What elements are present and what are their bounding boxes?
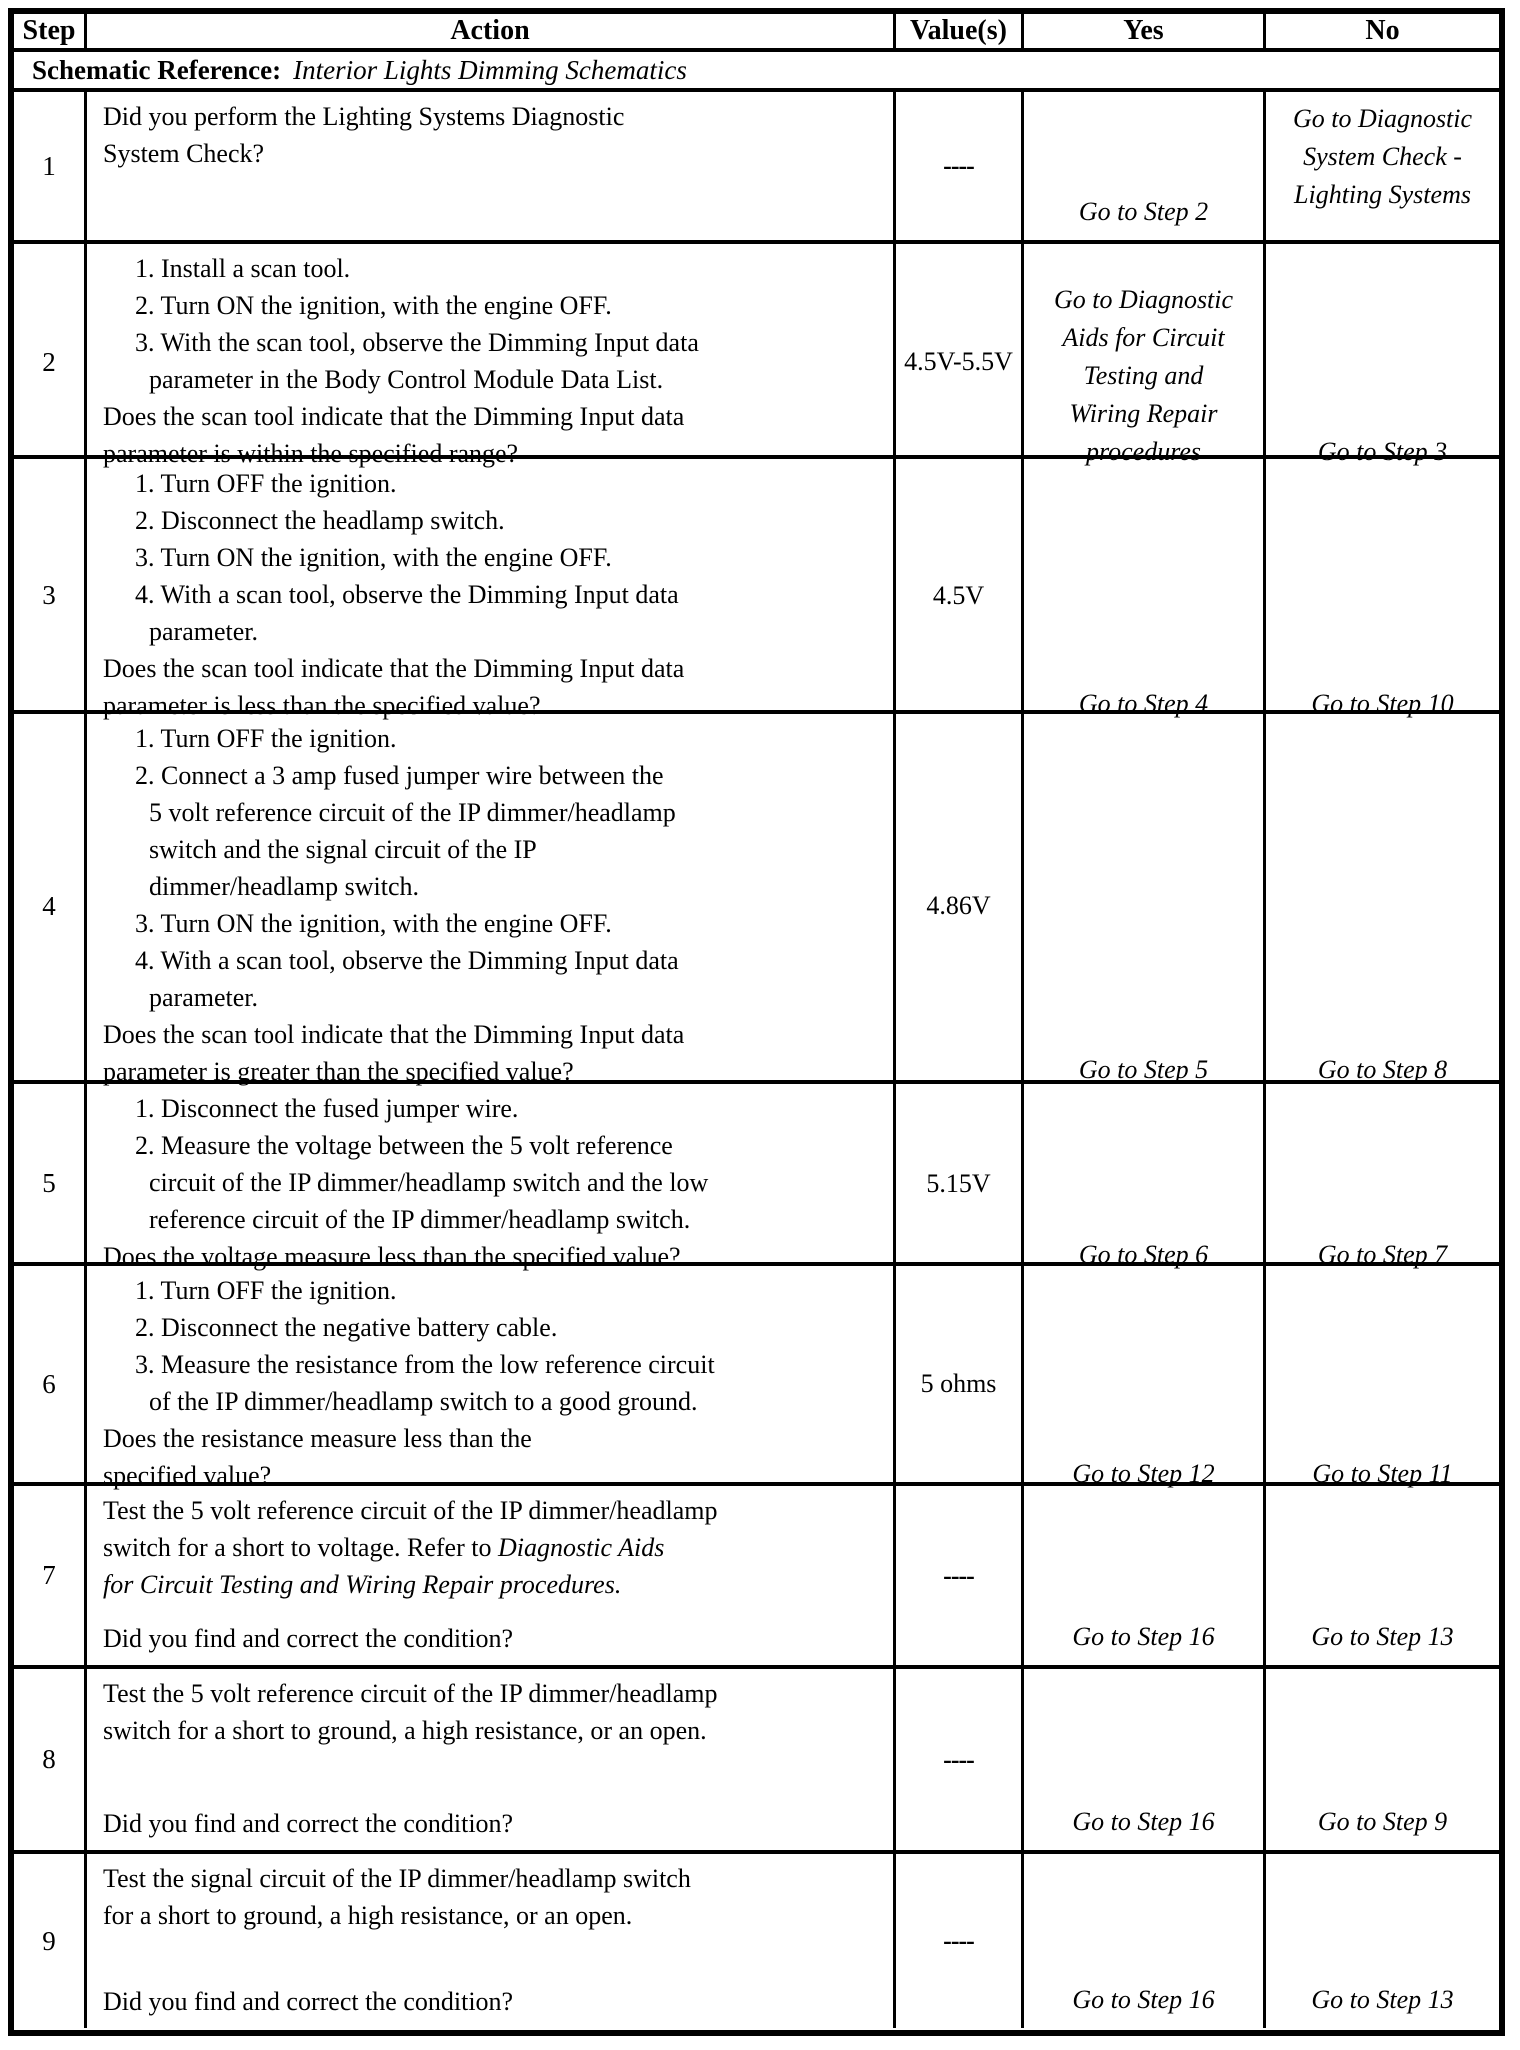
- italic-text: Diagnostic Aids: [497, 1533, 665, 1562]
- step-number: 3: [42, 580, 56, 610]
- action-line: Did you perform the Lighting Systems Diagnostic: [103, 102, 625, 131]
- no-cell: [1266, 714, 1499, 1098]
- action-line: parameter in the Body Control Module Data List.: [149, 365, 664, 394]
- goto-text: Go to Step 4: [1078, 689, 1209, 718]
- action-question-line: Does the scan tool indicate that the Dimming Input data: [103, 1020, 685, 1049]
- yes-cell: [1024, 244, 1266, 480]
- action-line: Test the signal circuit of the IP dimmer/headlamp switch: [103, 1864, 691, 1893]
- goto-text: Go to Step 16: [1072, 1985, 1215, 2014]
- value-text: ----: [943, 151, 974, 180]
- action-question-lines: [87, 1620, 887, 1657]
- no-cell: [1266, 244, 1499, 480]
- step-cell: [14, 1669, 87, 1850]
- action-line: 2. Turn ON the ignition, with the engine OFF.: [135, 291, 612, 320]
- yes-cell: [1024, 459, 1266, 732]
- table-row: [14, 459, 1499, 720]
- value-cell: [896, 1266, 1024, 1502]
- action-question-lines: [87, 1805, 887, 1842]
- step-number: 1: [42, 150, 56, 181]
- action-question-line: Does the voltage measure less than the specified value?: [103, 1242, 681, 1271]
- action-question-lines: [87, 1983, 887, 2020]
- table-row: [14, 92, 1499, 244]
- value-text: ----: [943, 1560, 974, 1590]
- value-text: 5.15V: [926, 1168, 991, 1198]
- spacer: [87, 1749, 887, 1805]
- goto-text: Go to Step 9: [1317, 1807, 1448, 1836]
- value-cell: [896, 459, 1024, 732]
- action-question-line: parameter is within the specified range?: [103, 439, 519, 468]
- goto-text: procedures: [1085, 437, 1202, 466]
- action-line: Test the 5 volt reference circuit of the IP dimmer/headlamp: [103, 1496, 718, 1525]
- value-text: 5 ohms: [920, 1369, 997, 1398]
- goto-text: Go to Step 16: [1072, 1807, 1215, 1836]
- schematic-reference-label: Schematic Reference:: [32, 54, 282, 85]
- action-top-lines: [87, 1675, 887, 1749]
- spacer: [87, 172, 887, 232]
- step-cell: [14, 244, 87, 480]
- value-text: 4.5V-5.5V: [904, 347, 1013, 376]
- goto-text: Go to Diagnostic: [1292, 104, 1473, 133]
- value-cell: [896, 92, 1024, 240]
- no-cell: [1266, 1669, 1499, 1850]
- table-row: [14, 1854, 1499, 2028]
- no-cell: [1266, 1486, 1499, 1665]
- action-cell: [87, 1486, 896, 1665]
- goto-text: Go to Step 2: [1078, 197, 1209, 226]
- header-values: Value(s): [896, 14, 1024, 48]
- value-text: ----: [943, 1744, 974, 1774]
- goto-text: Wiring Repair: [1069, 399, 1218, 428]
- no-cell: [1266, 92, 1499, 240]
- action-line: [87, 1529, 887, 1566]
- value-cell: [896, 1854, 1024, 2028]
- table-row: [14, 244, 1499, 468]
- no-cell: [1266, 1084, 1499, 1283]
- header-yes: Yes: [1024, 14, 1266, 48]
- action-question-line: Does the scan tool indicate that the Dimming Input data: [103, 402, 685, 431]
- goto-text: Testing and: [1083, 361, 1204, 390]
- goto-text: Go to Step 6: [1078, 1240, 1209, 1269]
- value-cell: [896, 1669, 1024, 1850]
- action-line: Test the 5 volt reference circuit of the IP dimmer/headlamp: [103, 1679, 718, 1708]
- no-cell: [1266, 459, 1499, 732]
- step-number: 4: [42, 890, 56, 921]
- action-cell: [87, 1266, 896, 1502]
- header-action: Action: [87, 14, 896, 48]
- action-line: 1. Turn OFF the ignition.: [135, 724, 397, 753]
- action-line: 2. Disconnect the negative battery cable.: [135, 1313, 558, 1342]
- action-line: 4. With a scan tool, observe the Dimming Input data: [135, 580, 679, 609]
- value-cell: [896, 244, 1024, 480]
- step-number: 5: [42, 1168, 56, 1198]
- action-cell: [87, 1854, 896, 2028]
- action-line: 3. Measure the resistance from the low reference circuit: [135, 1350, 715, 1379]
- action-cell: [87, 92, 896, 240]
- action-line: for a short to ground, a high resistance, or an open.: [103, 1901, 633, 1930]
- yes-cell: [1024, 1486, 1266, 1665]
- goto-text: Go to Step 11: [1312, 1459, 1453, 1488]
- step-number: 9: [42, 1925, 56, 1956]
- action-cell: [87, 459, 896, 732]
- action-line: 3. Turn ON the ignition, with the engine OFF.: [135, 543, 612, 572]
- action-line: parameter.: [149, 617, 258, 646]
- action-question-line: Did you find and correct the condition?: [103, 1987, 514, 2016]
- goto-text: Go to Diagnostic: [1053, 285, 1234, 314]
- table-header-row: [14, 14, 1499, 52]
- header-no: No: [1365, 15, 1400, 46]
- value-cell: [896, 1486, 1024, 1665]
- action-top-lines: [87, 720, 887, 1016]
- goto-text: Go to Step 8: [1317, 1055, 1448, 1084]
- header-step: Step: [14, 14, 87, 48]
- value-cell: [896, 714, 1024, 1098]
- action-line: reference circuit of the IP dimmer/headlamp switch.: [149, 1205, 691, 1234]
- action-top-lines: [87, 250, 887, 398]
- goto-text: Go to Step 12: [1072, 1459, 1215, 1488]
- table-row: [14, 1084, 1499, 1271]
- action-question-line: Does the resistance measure less than the: [103, 1424, 532, 1453]
- table-row: [14, 1486, 1499, 1669]
- step-number: 6: [42, 1368, 56, 1399]
- action-line: 3. With the scan tool, observe the Dimming Input data: [135, 328, 699, 357]
- table-row: [14, 714, 1499, 1084]
- spacer: [87, 1934, 887, 1983]
- yes-cell: [1024, 1266, 1266, 1502]
- yes-cell: [1024, 1854, 1266, 2028]
- action-cell: [87, 714, 896, 1098]
- action-question-lines: [87, 1420, 887, 1494]
- plain-text: switch for a short to voltage. Refer to: [103, 1533, 498, 1562]
- step-number: 7: [42, 1560, 56, 1590]
- value-cell: [896, 1084, 1024, 1283]
- value-text: ----: [943, 1926, 974, 1955]
- goto-text: Go to Step 5: [1078, 1055, 1209, 1084]
- action-line: switch and the signal circuit of the IP: [149, 835, 537, 864]
- step-cell: [14, 714, 87, 1098]
- action-top-lines: [87, 1090, 887, 1238]
- action-line: 2. Connect a 3 amp fused jumper wire between the: [135, 761, 664, 790]
- action-question-lines: [87, 650, 887, 724]
- action-line: dimmer/headlamp switch.: [149, 872, 420, 901]
- step-number: 2: [42, 346, 56, 377]
- action-line: circuit of the IP dimmer/headlamp switch and the low: [149, 1168, 709, 1197]
- goto-text: Aids for Circuit: [1062, 323, 1225, 352]
- action-line: 4. With a scan tool, observe the Dimming Input data: [135, 946, 679, 975]
- action-question-line: parameter is less than the specified value?: [103, 691, 541, 720]
- action-top-lines: [87, 1272, 887, 1420]
- goto-text: Go to Step 10: [1311, 689, 1454, 718]
- action-question-line: Did you find and correct the condition?: [103, 1624, 514, 1653]
- action-top-lines: [87, 465, 887, 650]
- action-top-lines: [87, 98, 887, 172]
- table-row: [14, 1669, 1499, 1854]
- goto-text: Go to Step 3: [1317, 437, 1448, 466]
- action-line: 2. Measure the voltage between the 5 volt reference: [135, 1131, 673, 1160]
- action-line: 1. Install a scan tool.: [135, 254, 351, 283]
- step-cell: [14, 1486, 87, 1665]
- goto-text: Go to Step 13: [1311, 1622, 1454, 1651]
- action-line: 3. Turn ON the ignition, with the engine OFF.: [135, 909, 612, 938]
- action-cell: [87, 244, 896, 480]
- action-top-lines: [87, 1860, 887, 1934]
- yes-cell: [1024, 1084, 1266, 1283]
- step-number: 8: [42, 1744, 56, 1774]
- action-line: 5 volt reference circuit of the IP dimmer/headlamp: [149, 798, 676, 827]
- goto-text: System Check -: [1303, 142, 1462, 171]
- yes-cell: [1024, 714, 1266, 1098]
- action-question-lines: [87, 1016, 887, 1090]
- action-question-line: specified value?: [103, 1461, 272, 1490]
- action-line: for Circuit Testing and Wiring Repair procedures.: [103, 1570, 622, 1599]
- step-cell: [14, 92, 87, 240]
- step-cell: [14, 1084, 87, 1283]
- action-cell: [87, 1084, 896, 1283]
- value-text: 4.5V: [932, 580, 985, 610]
- table-row: [14, 1266, 1499, 1490]
- schematic-reference-value: Interior Lights Dimming Schematics: [293, 54, 687, 85]
- yes-cell: [1024, 92, 1266, 240]
- step-cell: [14, 1854, 87, 2028]
- action-line: System Check?: [103, 139, 265, 168]
- spacer: [87, 1603, 887, 1620]
- diagnostic-table: [8, 8, 1505, 2036]
- action-cell: [87, 1669, 896, 1850]
- action-line: 1. Turn OFF the ignition.: [135, 469, 397, 498]
- action-question-line: parameter is greater than the specified value?: [103, 1057, 574, 1086]
- goto-text: Go to Step 13: [1311, 1985, 1454, 2014]
- action-question-line: Does the scan tool indicate that the Dimming Input data: [103, 654, 685, 683]
- value-text: 4.86V: [926, 891, 991, 920]
- action-line: switch for a short to ground, a high resistance, or an open.: [103, 1716, 707, 1745]
- action-question-line: Did you find and correct the condition?: [103, 1809, 514, 1838]
- goto-text: Go to Step 7: [1317, 1240, 1448, 1269]
- yes-cell: [1024, 1669, 1266, 1850]
- step-cell: [14, 1266, 87, 1502]
- goto-text: Lighting Systems: [1294, 180, 1471, 209]
- goto-text: Go to Step 16: [1072, 1622, 1215, 1651]
- no-cell: [1266, 1266, 1499, 1502]
- action-line: 1. Turn OFF the ignition.: [135, 1276, 397, 1305]
- no-cell: [1266, 1854, 1499, 2028]
- action-line: parameter.: [149, 983, 258, 1012]
- step-cell: [14, 459, 87, 732]
- schematic-reference-row: [14, 52, 1499, 92]
- action-line: of the IP dimmer/headlamp switch to a good ground.: [149, 1387, 698, 1416]
- action-line: 2. Disconnect the headlamp switch.: [135, 506, 505, 535]
- action-line: 1. Disconnect the fused jumper wire.: [135, 1094, 519, 1123]
- action-top-lines: [87, 1492, 887, 1603]
